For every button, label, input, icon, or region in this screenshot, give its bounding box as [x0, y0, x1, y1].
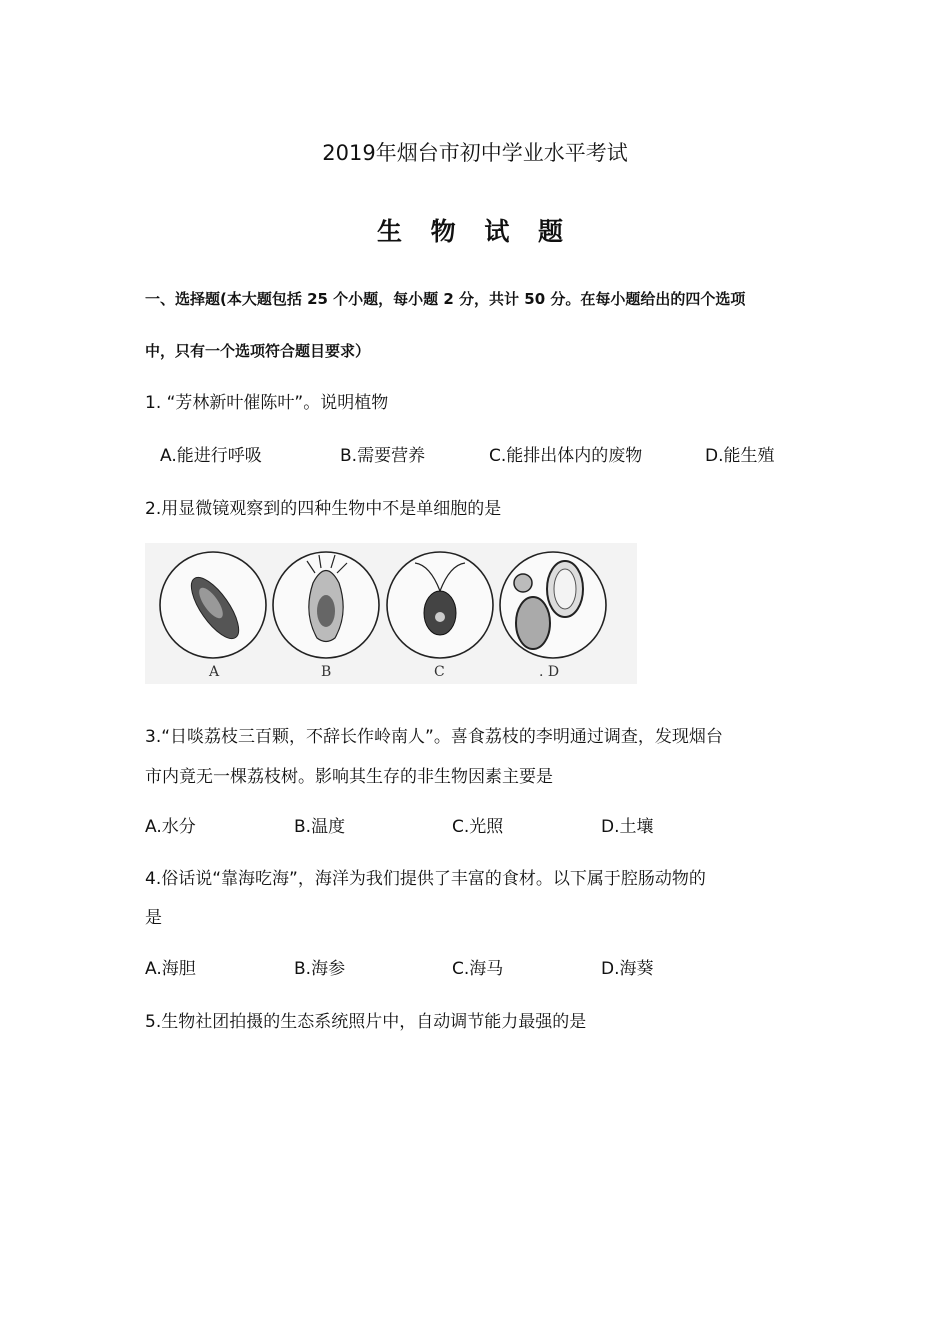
question-4-option-c: C.海马 [452, 959, 504, 979]
figure-label-b: B [321, 664, 332, 680]
question-3-option-a: A.水分 [145, 817, 196, 837]
organism-a-icon [160, 552, 266, 658]
question-4-stem-line1: 4.俗话说“靠海吃海”，海洋为我们提供了丰富的食材。以下属于腔肠动物的 [145, 869, 706, 889]
question-5-stem: 5.生物社团拍摄的生态系统照片中，自动调节能力最强的是 [145, 1012, 587, 1032]
question-1-stem: 1. “芳林新叶催陈叶”。说明植物 [145, 393, 389, 413]
question-3-option-d: D.土壤 [601, 817, 654, 837]
organism-d-icon [500, 552, 606, 658]
organism-c-icon [387, 552, 493, 658]
question-1-option-d: D.能生殖 [705, 446, 775, 466]
question-4-option-a: A.海胆 [145, 959, 196, 979]
question-2-stem: 2.用显微镜观察到的四种生物中不是单细胞的是 [145, 499, 502, 519]
section-instructions-line2: 中，只有一个选项符合题目要求） [145, 342, 371, 360]
question-1-option-a: A.能进行呼吸 [160, 446, 262, 466]
question-1-option-b: B.需要营养 [340, 446, 426, 466]
question-3-stem-line2: 市内竟无一棵荔枝树。影响其生存的非生物因素主要是 [145, 767, 553, 787]
microscope-figure-svg [145, 543, 637, 684]
microscope-figure [145, 543, 637, 684]
question-1-option-c: C.能排出体内的废物 [489, 446, 643, 466]
organism-b-icon [273, 552, 379, 658]
question-3-option-c: C.光照 [452, 817, 504, 837]
figure-label-c: C [434, 664, 445, 680]
figure-label-a: A [209, 664, 220, 680]
question-3-option-b: B.温度 [294, 817, 346, 837]
question-4-option-d: D.海葵 [601, 959, 654, 979]
question-4-stem-line2: 是 [145, 908, 162, 928]
question-3-stem-line1: 3.“日啖荔枝三百颗，不辞长作岭南人”。喜食荔枝的李明通过调查，发现烟台 [145, 727, 723, 747]
figure-label-d: . D [539, 664, 560, 680]
section-instructions-line1: 一、选择题(本大题包括 25 个小题，每小题 2 分，共计 50 分。在每小题给出的四个选项 [145, 290, 746, 308]
subject-title: 生 物 试 题 [376, 217, 574, 246]
question-4-option-b: B.海参 [294, 959, 346, 979]
exam-title: 2019年烟台市初中学业水平考试 [322, 141, 628, 165]
